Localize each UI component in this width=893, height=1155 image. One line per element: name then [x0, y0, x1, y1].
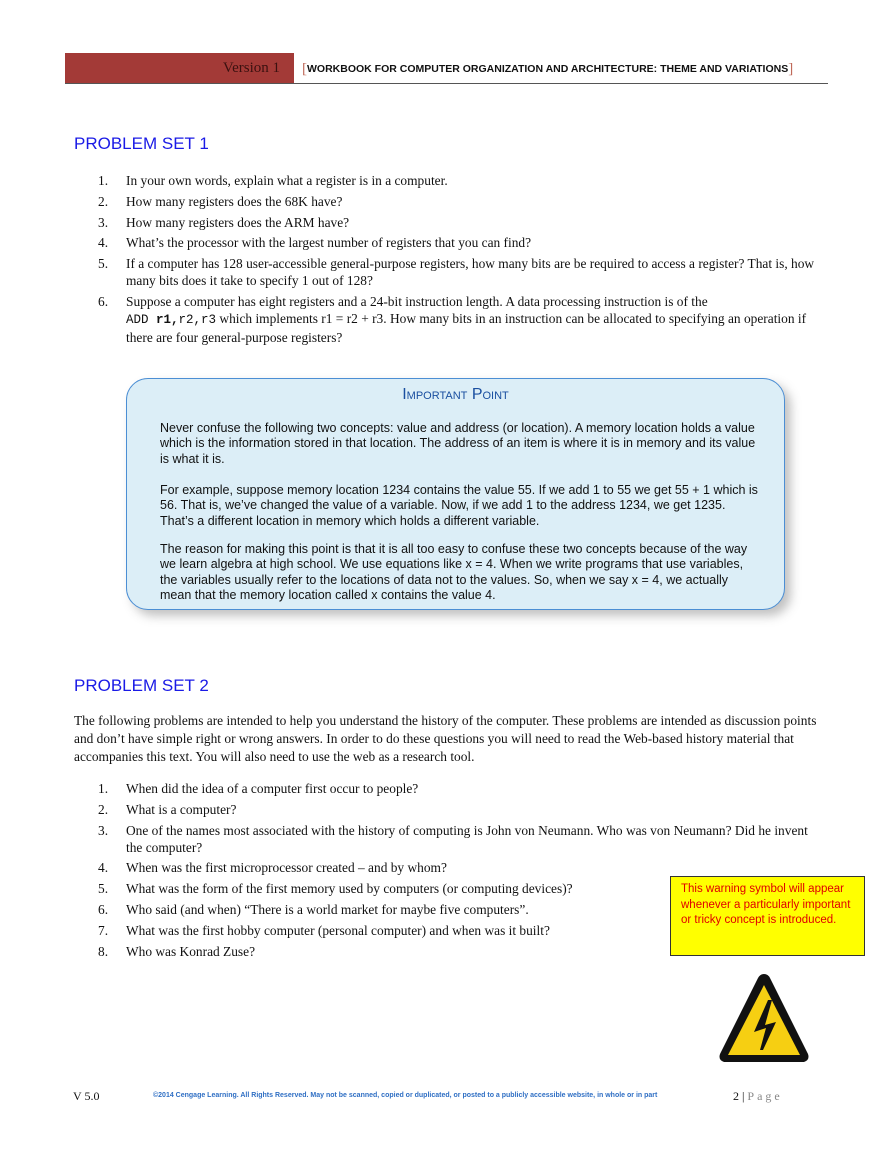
- callout-paragraph-3: The reason for making this point is that it is all too easy to confuse these two concepts because of the way we learn algebra at high school. We use equations like x = 4. When we write programs that use variables, the variables usually refer to the locations of data not to the values. So, when we say x = 4, we actually mean that the memory location called x contains the value 4.: [160, 542, 748, 603]
- code-r2-r3: r2,r3: [178, 312, 217, 327]
- problem-set-2-intro: The following problems are intended to help you understand the history of the computer. These problems are intended as discussion points and don’t have simple right or wrong answers. In order to do these questions you will need to read the Web-based history material that accompanies this text. You will also need to use the web as a research tool.: [74, 713, 817, 764]
- list-item: 4. What’s the processor with the largest number of registers that you can find?: [98, 235, 532, 251]
- callout-paragraph-1: Never confuse the following two concepts: value and address (or location). A memory location holds a value which is the information stored in that location. The address of an item is where it is in memory and its value is what it is.: [160, 421, 756, 466]
- value-term: value: [396, 421, 427, 435]
- problem-set-1-list: [98, 172, 818, 350]
- list-item: 4. When was the first microprocessor created – and by whom?: [98, 860, 447, 876]
- list-item: 6. Suppose a computer has eight registers and a 24-bit instruction length. A data processing instruction is of the ADD r1,r2,r3 which implements r1 = r2 + r3. How many bits in an instruction can be allocated to specifying an operation if there are four general-purpose registers?: [98, 293, 807, 345]
- list-item: 1. In your own words, explain what a register is in a computer.: [98, 173, 448, 188]
- header-version: Version 1: [65, 53, 294, 83]
- list-item: 1. When did the idea of a computer first occur to people?: [98, 781, 419, 796]
- page-header: [65, 53, 828, 84]
- bracket-left: [: [302, 61, 307, 77]
- footer-copyright: ©2014 Cengage Learning. All Rights Reserved. May not be scanned, copied or duplicated, or posted to a publicly accessible website, in whole or in part: [153, 1092, 658, 1099]
- header-title: [302, 60, 793, 77]
- code-r1: r1,: [156, 312, 179, 327]
- list-item: 7. What was the first hobby computer (personal computer) and when was it built?: [98, 922, 550, 938]
- page-number: 2 | Page: [733, 1089, 783, 1103]
- high-voltage-warning-icon: [716, 970, 812, 1068]
- code-op: ADD: [126, 312, 157, 327]
- list-item: 8. Who was Konrad Zuse?: [98, 943, 256, 959]
- list-item: 3. One of the names most associated with the history of computing is John von Neumann. Who was von Neumann? Did he invent the computer?: [98, 822, 808, 855]
- problem-set-1-title: PROBLEM SET 1: [74, 134, 209, 153]
- footer-version: V 5.0: [73, 1089, 100, 1103]
- list-item: 6. Who said (and when) “There is a world market for maybe five computers”.: [98, 901, 529, 917]
- bracket-right: ]: [788, 61, 794, 77]
- address-term: address: [454, 421, 500, 435]
- header-title-text: WORKBOOK FOR COMPUTER ORGANIZATION AND ARCHITECTURE: THEME AND VARIATIONS: [307, 63, 789, 75]
- callout-paragraph-2: For example, suppose memory location 1234 contains the value 55. If we add 1 to 55 we get 55 + 1 which is 56. That is, we’ve changed the value of a variable. Now, if we add 1 to the address 1234, we get 1235. That’s a different location in memory which holds a different variable.: [160, 483, 758, 528]
- warning-note: This warning symbol will appear whenever a particularly important or tricky concept is introduced.: [670, 876, 865, 956]
- list-item: 5. If a computer has 128 user-accessible general-purpose registers, how many bits are be required to access a register? That is, how many bits does it take to specify 1 out of 128?: [98, 256, 815, 289]
- list-item: 5. What was the form of the first memory used by computers (or computing devices)?: [98, 881, 573, 897]
- important-point-callout: [126, 378, 785, 610]
- list-item: 3. How many registers does the ARM have?: [98, 214, 350, 230]
- list-item: 2. How many registers does the 68K have?: [98, 193, 343, 209]
- callout-title: Important Point: [402, 386, 509, 403]
- list-item: 2. What is a computer?: [98, 801, 237, 817]
- problem-set-2-title: PROBLEM SET 2: [74, 676, 209, 695]
